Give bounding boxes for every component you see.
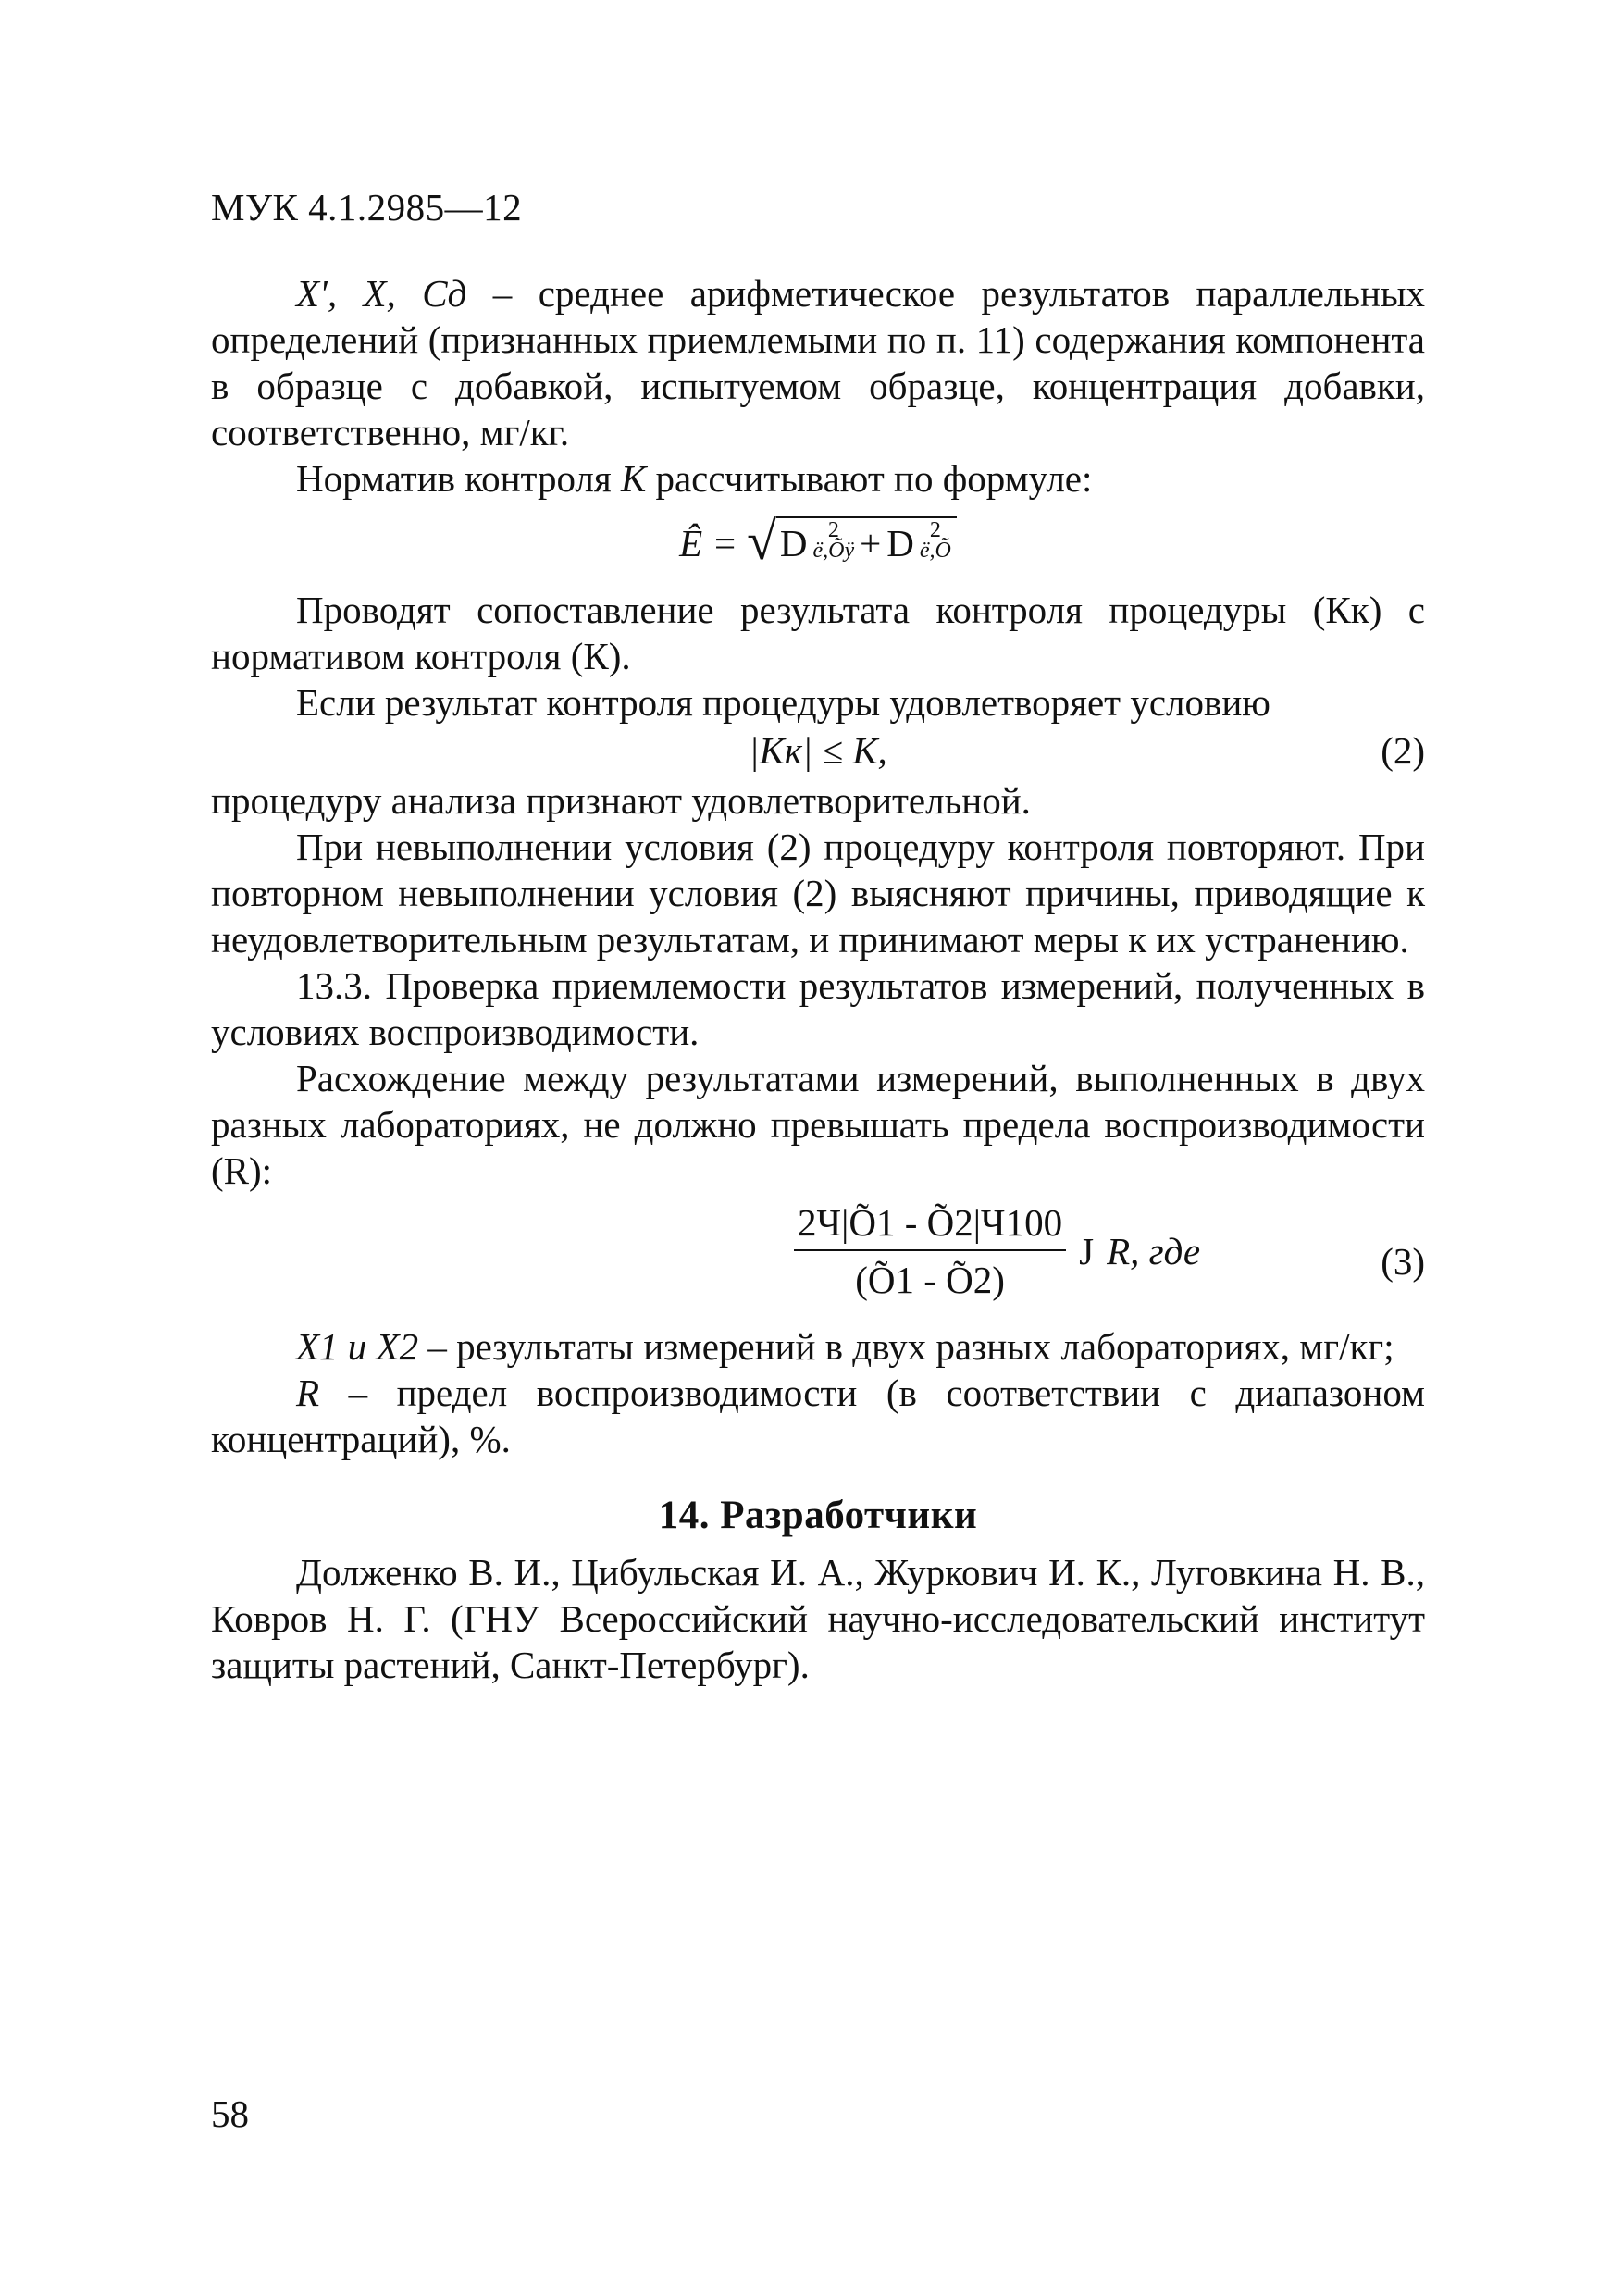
variables-x-c: X', X, Cд (296, 272, 467, 315)
body-text (211, 270, 1425, 1688)
paragraph-variables-definition (211, 270, 1425, 455)
paragraph-satisfactory: процедуру анализа признают удовлетворительной. (211, 779, 1031, 822)
radical-sign-icon: √ (747, 511, 776, 571)
formula-1-term2-sup: 2 (929, 518, 941, 542)
formula-1-term1-sub: ë,Õÿ (812, 539, 855, 563)
paragraph-x1-x2 (211, 1323, 1425, 1370)
paragraph-discrepancy: Расхождение между результатами измерений, выполненных в двух разных лабораториях, не должно превышать предела воспроизводимости (R): (211, 1057, 1425, 1192)
formula-1-term2: D (886, 522, 914, 565)
norm-control-var: К (620, 457, 647, 500)
formula-2-number: (2) (1381, 729, 1425, 772)
formula-1-term2-sub: ë,Õ (919, 539, 951, 563)
running-header: МУК 4.1.2985—12 (211, 186, 523, 229)
formula-3-rhs: R, где (1107, 1230, 1201, 1272)
x1-x2-vars: X1 и X2 (296, 1325, 419, 1368)
formula-3-number: (3) (1381, 1240, 1425, 1283)
square-root (747, 511, 957, 571)
norm-control-text-a: Норматив контроля (296, 457, 621, 500)
formula-1-plus: + (860, 522, 882, 565)
r-description: – предел воспроизводимости (в соответствии с диапазоном концентраций), %. (211, 1371, 1425, 1460)
variables-x-c-description: – среднее арифметическое результатов параллельных определений (признанных приемлемыми по п. 11) содержания компонента в образце с добавкой, испытуемом образце, концентрация добавки, соответственно, мг/кг. (211, 272, 1425, 453)
x1-x2-description: – результаты измерений в двух разных лабораториях, мг/кг; (418, 1325, 1394, 1368)
formula-3-numerator: 2Ч|Õ1 - Õ2|Ч100 (794, 1199, 1066, 1251)
paragraph-comparison: Проводят сопоставление результата контроля процедуры (Кк) с нормативом контроля (К). (211, 589, 1425, 677)
formula-3-fraction (794, 1199, 1066, 1303)
formula-2-body: |Кк| ≤ К, (749, 729, 887, 772)
r-var: R (296, 1371, 320, 1414)
formula-1 (211, 502, 1425, 587)
paragraph-developers: Долженко В. И., Цибульская И. А., Журкович И. К., Луговкина Н. В., Ковров Н. Г. (ГНУ Всероссийский научно-исследовательский институт защиты растений, Санкт-Петербург). (211, 1551, 1425, 1686)
paragraph-13-3: 13.3. Проверка приемлемости результатов измерений, полученных в условиях воспроизводимости. (211, 964, 1425, 1053)
norm-control-text-b: рассчитывают по формуле: (646, 457, 1093, 500)
formula-1-lhs: Ê = (679, 522, 738, 565)
formula-2 (211, 726, 1425, 777)
page-number: 58 (211, 2092, 249, 2135)
formula-3-denominator: (Õ1 - Õ2) (855, 1259, 1005, 1301)
formula-3 (211, 1194, 1425, 1323)
formula-1-term1: D (779, 522, 808, 565)
paragraph-repeat: При невыполнении условия (2) процедуру контроля повторяют. При повторном невыполнении условия (2) выясняют причины, приводящие к неудовлетворительным результатам, и принимают меры к их устранению. (211, 825, 1425, 961)
paragraph-norm-control (211, 455, 1425, 502)
paragraph-condition: Если результат контроля процедуры удовлетворяет условию (296, 681, 1270, 724)
formula-3-relation: J (1079, 1230, 1095, 1272)
formula-1-term1-sup: 2 (827, 518, 839, 542)
paragraph-r-limit (211, 1370, 1425, 1462)
section-heading-developers: 14. Разработчики (658, 1494, 978, 1537)
